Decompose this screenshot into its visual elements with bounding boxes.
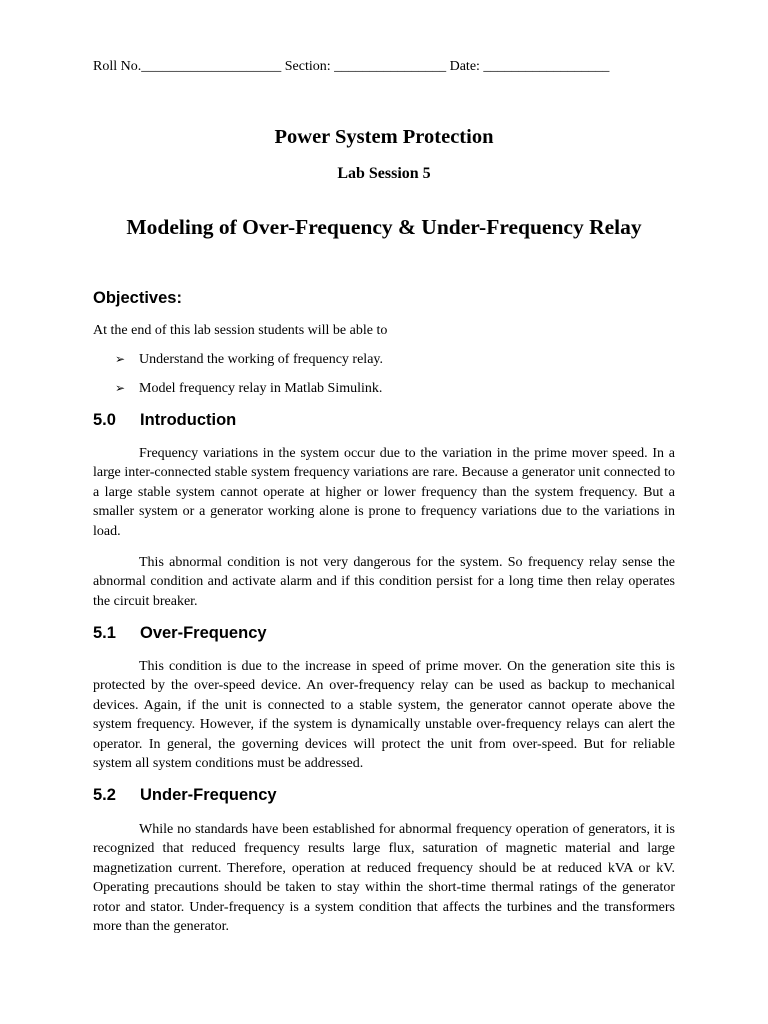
section-number: 5.2: [93, 786, 116, 804]
objectives-lead: At the end of this lab session students will be able to: [93, 323, 388, 338]
course-title: Power System Protection: [274, 126, 494, 148]
section-title: Under-Frequency: [140, 786, 277, 804]
section-number: 5.1: [93, 624, 116, 642]
section-title: Over-Frequency: [140, 624, 267, 642]
objective-text: Model frequency relay in Matlab Simulink.: [139, 381, 383, 396]
arrow-bullet-icon: ➢: [115, 381, 126, 395]
section-heading-under-frequency: [93, 786, 277, 805]
paragraph: This abnormal condition is not very dangerous for the system. So frequency relay sense the abnormal condition and activate alarm and if this condition persist for a long time then relay operates the circuit breaker.: [93, 555, 675, 609]
objectives-heading: Objectives:: [93, 289, 182, 307]
arrow-bullet-icon: ➢: [115, 352, 126, 366]
objective-text: Understand the working of frequency relay.: [139, 352, 384, 367]
objective-item: [115, 381, 382, 397]
section-title: Introduction: [140, 411, 237, 429]
paragraph: Frequency variations in the system occur due to the variation in the prime mover speed. In a large inter-connected stable system frequency variations are rare. Because a generator unit connected to a large stable system cannot operate at higher or lower frequency than the system frequency. But a smaller system or a generator working alone is prone to frequency variations due to the variations in load.: [93, 446, 675, 539]
section-heading-introduction: [93, 411, 236, 430]
section-heading-over-frequency: [93, 624, 267, 643]
topic-title: Modeling of Over-Frequency & Under-Frequency Relay: [126, 215, 642, 239]
student-info-line: Roll No.____________________ Section: ________________ Date: __________________: [93, 59, 610, 74]
objective-item: [115, 352, 383, 368]
session-title: Lab Session 5: [337, 165, 431, 182]
paragraph: While no standards have been established for abnormal frequency operation of generators, it is recognized that reduced frequency results large flux, saturation of magnetic material and large magnetization current. Therefore, operation at reduced frequency should be at reduced kVA or kV. Operating precautions should be taken to stay within the short-time thermal ratings of the generator rotor and stator. Under-frequency is a system condition that affects the turbines and the transformers more than the generator.: [93, 822, 675, 935]
paragraph: This condition is due to the increase in speed of prime mover. On the generation site this is protected by the over-speed device. An over-frequency relay can be used as backup to mechanical devices. Again, if the unit is connected to a stable system, the generator cannot operate above the system frequency. However, if the system is dynamically unstable over-frequency relays can alert the operator. In general, the governing devices will protect the unit from over-speed. But for reliable system all system conditions must be addressed.: [93, 659, 675, 772]
section-number: 5.0: [93, 411, 116, 429]
